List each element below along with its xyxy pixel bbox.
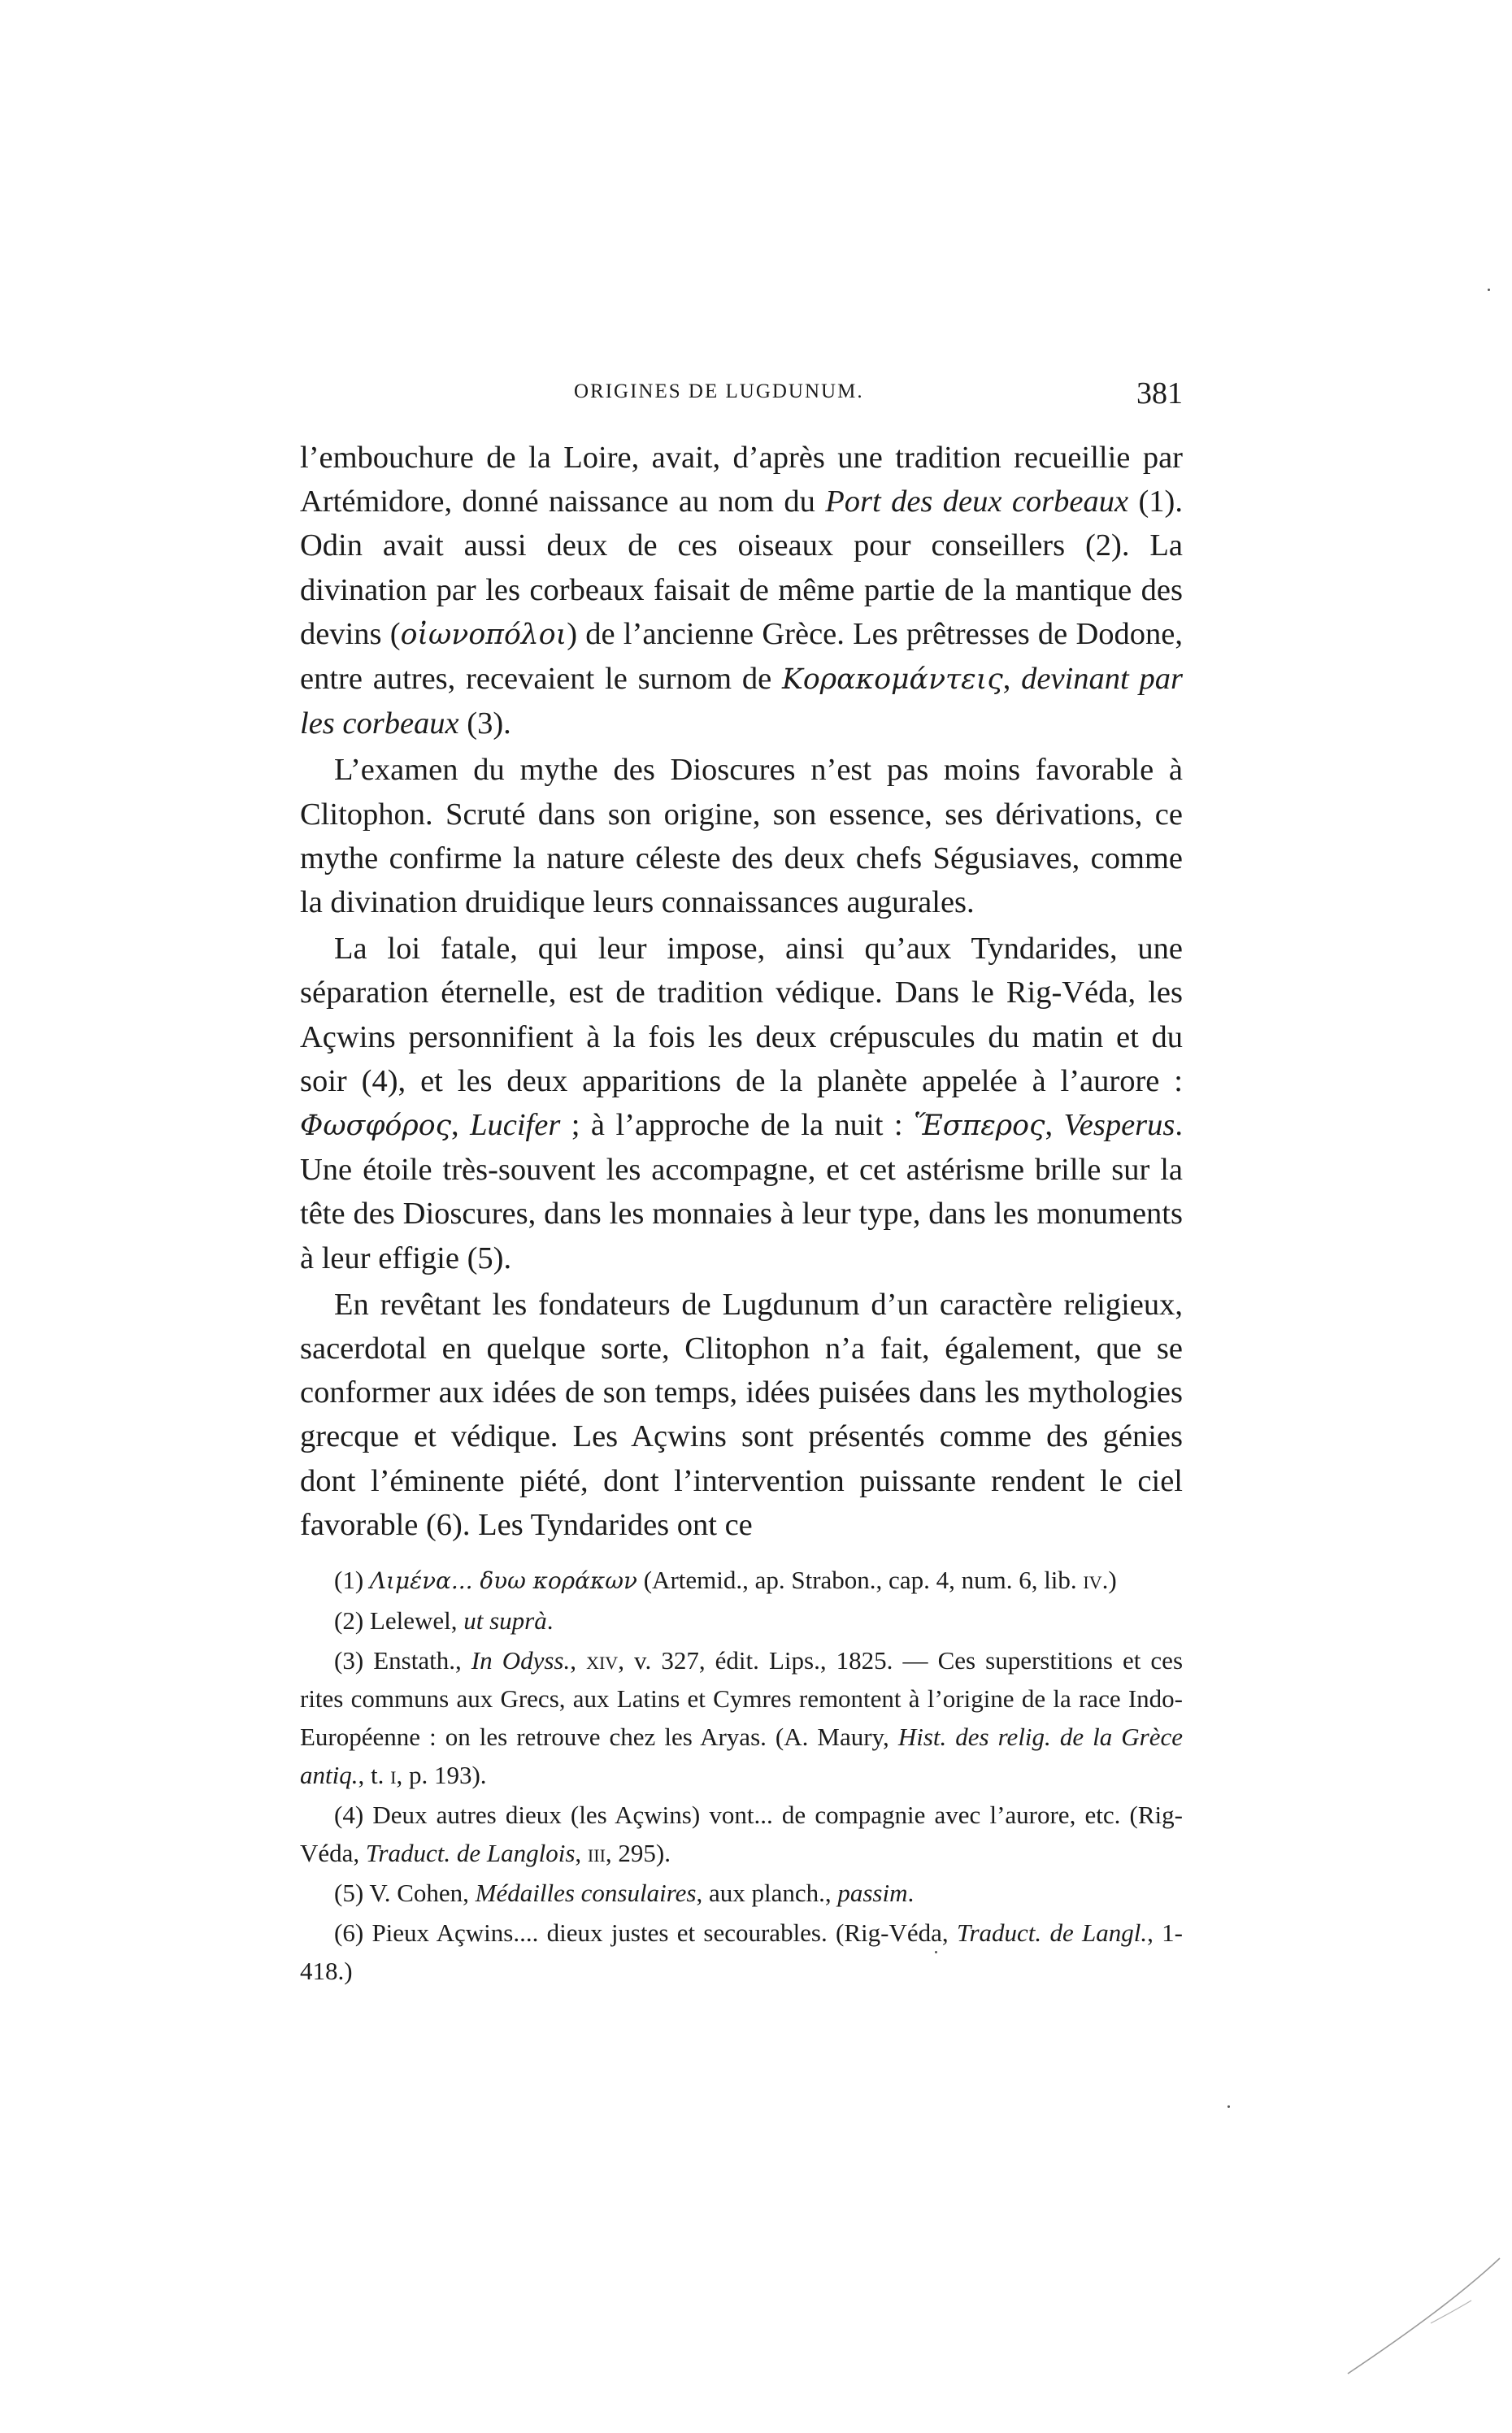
paper-speck (935, 1951, 937, 1953)
greek-term: οἰωνοπόλοι (400, 618, 567, 651)
footnote-5: (5) V. Cohen, Médailles consulaires, aux planch., passim. (334, 1879, 915, 1907)
paper-speck (1488, 289, 1490, 291)
paragraph-3: La loi fatale, qui leur impose, ainsi qu’aux Tyndarides, une séparation éternelle, est de tradition védique. Dans le Rig-Véda, les Açwins personnifient à la fois les deux crépuscules du matin et du soir (4), et les deux apparitions de la planète appelée à l’aurore : Φωσφόρος, Lucifer ; à l’approche de la nuit : Ἕσπερος, Vesperus. Une étoile très-souvent les accompagne, et cet astérisme brille sur la tête des Dioscures, dans les monnaies à leur type, dans les monuments à leur effigie (5). (300, 932, 1184, 1275)
paragraph-2: L’examen du mythe des Dioscures n’est pas moins favorable à Clitophon. Scruté dans son origine, son essence, ses dérivations, ce mythe confirme la nature céleste des deux chefs Ségusiaves, comme la divination druidique leurs connaissances augurales. (300, 753, 1183, 920)
footnote-1: (1) Λιμένα... δυω κοράκων (Artemid., ap. Strabon., cap. 4, num. 6, lib. iv.) (334, 1566, 1117, 1594)
pencil-stroke-mark (1341, 2252, 1504, 2382)
greek-term: Κορακομάντεις (781, 663, 1003, 697)
running-title: ORIGINES DE LUGDUNUM. (574, 380, 864, 402)
main-text (300, 436, 1183, 1547)
page-header (300, 376, 1183, 416)
footnotes (300, 1561, 1183, 1992)
footnote-6: (6) Pieux Açwins.... dieux justes et secourables. (Rig-Véda, Traduct. de Langl., 1-418.) (300, 1918, 1183, 1985)
greek-term: Φωσφόρος (300, 1110, 452, 1143)
greek-term: Ἕσπερος (913, 1110, 1045, 1143)
paragraph-1: l’embouchure de la Loire, avait, d’après une tradition recueillie par Artémidore, donné naissance au nom du Port des deux corbeaux (1). Odin avait aussi deux de ces oiseaux pour conseillers (2). La divination par les corbeaux faisait de même partie de la mantique des devins (οἰωνοπόλοι) de l’ancienne Grèce. Les prêtresses de Dodone, entre autres, recevaient le surnom de Κορακομάντεις, devinant par les corbeaux (3). (300, 441, 1184, 741)
footnote-3: (3) Enstath., In Odyss., xiv, v. 327, édit. Lips., 1825. — Ces superstitions et ces rites communs aux Grecs, aux Latins et Cymres remontent à l’origine de la race Indo-Européenne : on les retrouve chez les Aryas. (A. Maury, Hist. des relig. de la Grèce antiq., t. i, p. 193). (300, 1646, 1184, 1789)
footnote-4: (4) Deux autres dieux (les Açwins) vont... de compagnie avec l’aurore, etc. (Rig-Véda, Traduct. de Langlois, iii, 295). (300, 1801, 1183, 1867)
page-number: 381 (1136, 376, 1183, 411)
paper-speck (1227, 2105, 1230, 2108)
footnote-2: (2) Lelewel, ut suprà. (334, 1606, 554, 1635)
paragraph-4: En revêtant les fondateurs de Lugdunum d’un caractère religieux, sacerdotal en quelque sorte, Clitophon n’a fait, également, que se conformer aux idées de son temps, idées puisées dans les mythologies grecque et védique. Les Açwins sont présentés comme des génies dont l’éminente piété, dont l’intervention puissante rendent le ciel favorable (6). Les Tyndarides ont ce (300, 1287, 1183, 1542)
